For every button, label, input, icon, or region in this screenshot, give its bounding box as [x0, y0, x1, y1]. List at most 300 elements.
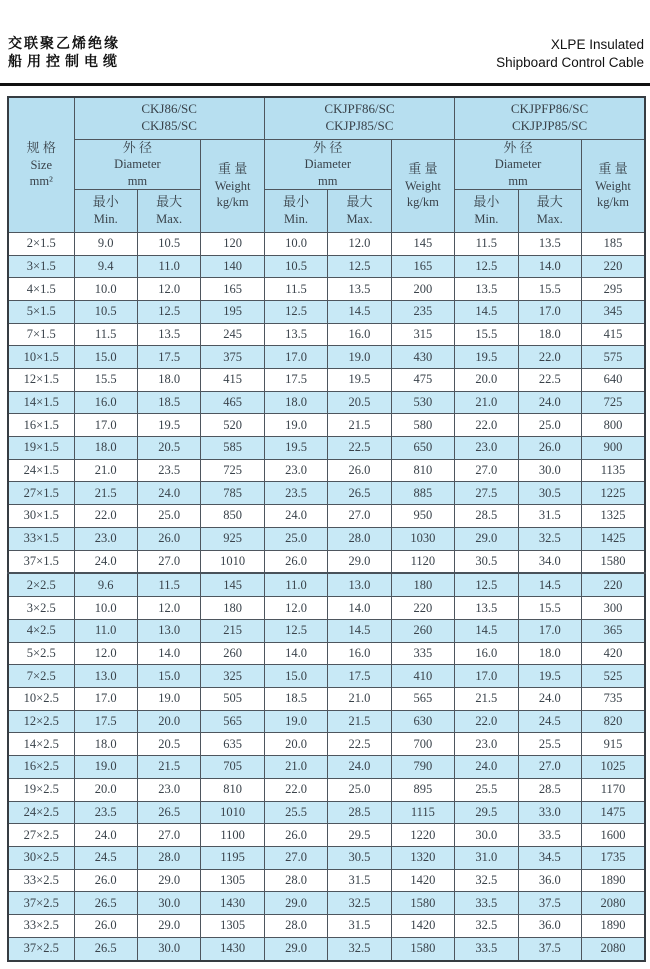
size-cell: 7×1.5	[8, 323, 74, 346]
value-cell: 22.0	[518, 346, 581, 369]
size-cell: 5×2.5	[8, 642, 74, 665]
model-group-header-3	[455, 97, 645, 139]
value-cell: 345	[582, 300, 646, 323]
value-cell: 18.0	[137, 369, 200, 392]
value-cell: 22.0	[455, 414, 518, 437]
value-cell: 15.5	[518, 597, 581, 620]
value-cell: 9.6	[74, 573, 137, 596]
value-cell: 220	[582, 255, 646, 278]
size-cell: 2×1.5	[8, 232, 74, 255]
value-cell: 26.0	[137, 527, 200, 550]
value-cell: 14.5	[328, 620, 391, 643]
value-cell: 19.0	[264, 414, 327, 437]
value-cell: 19.5	[328, 369, 391, 392]
value-cell: 145	[201, 573, 264, 596]
table-row	[8, 459, 645, 482]
size-cell: 5×1.5	[8, 300, 74, 323]
value-cell: 29.0	[137, 914, 200, 937]
value-cell: 23.0	[264, 459, 327, 482]
size-cell: 24×2.5	[8, 801, 74, 824]
value-cell: 30.0	[455, 824, 518, 847]
size-cell: 33×2.5	[8, 914, 74, 937]
size-cell: 33×1.5	[8, 527, 74, 550]
value-cell: 29.0	[455, 527, 518, 550]
value-cell: 415	[582, 323, 646, 346]
table-row	[8, 369, 645, 392]
value-cell: 26.5	[74, 937, 137, 961]
value-cell: 17.0	[74, 688, 137, 711]
value-cell: 820	[582, 710, 646, 733]
value-cell: 195	[201, 300, 264, 323]
value-cell: 23.5	[137, 459, 200, 482]
value-cell: 1890	[582, 869, 646, 892]
value-cell: 24.0	[264, 505, 327, 528]
max-header-1: 最大 Max.	[137, 189, 200, 232]
value-cell: 34.0	[518, 550, 581, 573]
value-cell: 565	[201, 710, 264, 733]
value-cell: 19.5	[137, 414, 200, 437]
value-cell: 12.5	[137, 300, 200, 323]
size-cell: 14×1.5	[8, 391, 74, 414]
size-cell: 19×2.5	[8, 778, 74, 801]
value-cell: 735	[582, 688, 646, 711]
value-cell: 19.5	[518, 665, 581, 688]
table-row	[8, 642, 645, 665]
value-cell: 28.0	[264, 869, 327, 892]
value-cell: 12.0	[74, 642, 137, 665]
value-cell: 23.0	[455, 733, 518, 756]
value-cell: 10.0	[74, 278, 137, 301]
value-cell: 1580	[391, 937, 454, 961]
value-cell: 1305	[201, 914, 264, 937]
value-cell: 17.0	[518, 300, 581, 323]
value-cell: 725	[201, 459, 264, 482]
value-cell: 33.5	[518, 824, 581, 847]
page-header	[8, 34, 644, 71]
size-cell: 14×2.5	[8, 733, 74, 756]
value-cell: 28.5	[455, 505, 518, 528]
value-cell: 165	[201, 278, 264, 301]
value-cell: 20.0	[137, 710, 200, 733]
value-cell: 420	[582, 642, 646, 665]
value-cell: 27.0	[137, 824, 200, 847]
value-cell: 15.0	[74, 346, 137, 369]
value-cell: 20.0	[455, 369, 518, 392]
value-cell: 24.0	[518, 688, 581, 711]
value-cell: 430	[391, 346, 454, 369]
value-cell: 17.0	[518, 620, 581, 643]
value-cell: 24.0	[137, 482, 200, 505]
value-cell: 1030	[391, 527, 454, 550]
value-cell: 28.0	[328, 527, 391, 550]
table-row	[8, 620, 645, 643]
value-cell: 21.5	[74, 482, 137, 505]
value-cell: 24.5	[74, 846, 137, 869]
value-cell: 12.0	[137, 597, 200, 620]
table-row	[8, 824, 645, 847]
value-cell: 26.5	[74, 892, 137, 915]
size-cell: 10×1.5	[8, 346, 74, 369]
value-cell: 32.5	[455, 869, 518, 892]
table-body	[8, 232, 645, 961]
value-cell: 520	[201, 414, 264, 437]
value-cell: 21.0	[264, 756, 327, 779]
value-cell: 325	[201, 665, 264, 688]
model-name: CKJPFP86/SC	[510, 101, 589, 117]
value-cell: 17.5	[264, 369, 327, 392]
value-cell: 22.5	[518, 369, 581, 392]
table-row	[8, 300, 645, 323]
value-cell: 29.0	[328, 550, 391, 573]
diameter-header-3: 外 径 Diameter mm	[455, 139, 582, 189]
model-header-row	[8, 97, 645, 139]
value-cell: 29.0	[264, 937, 327, 961]
value-cell: 18.0	[518, 642, 581, 665]
value-cell: 14.0	[328, 597, 391, 620]
value-cell: 180	[201, 597, 264, 620]
model-name: CKJPJP85/SC	[511, 118, 588, 134]
value-cell: 26.0	[74, 869, 137, 892]
value-cell: 1135	[582, 459, 646, 482]
value-cell: 30.0	[137, 892, 200, 915]
value-cell: 23.0	[74, 527, 137, 550]
value-cell: 27.0	[328, 505, 391, 528]
title-english-line1: XLPE Insulated	[550, 37, 644, 53]
value-cell: 31.5	[328, 914, 391, 937]
size-cell: 12×1.5	[8, 369, 74, 392]
value-cell: 950	[391, 505, 454, 528]
value-cell: 34.5	[518, 846, 581, 869]
value-cell: 14.0	[264, 642, 327, 665]
value-cell: 30.0	[137, 937, 200, 961]
table-row	[8, 597, 645, 620]
value-cell: 900	[582, 437, 646, 460]
value-cell: 1320	[391, 846, 454, 869]
value-cell: 585	[201, 437, 264, 460]
value-cell: 14.5	[455, 300, 518, 323]
min-header-1: 最小 Min.	[74, 189, 137, 232]
value-cell: 21.5	[328, 710, 391, 733]
value-cell: 1420	[391, 869, 454, 892]
value-cell: 26.0	[74, 914, 137, 937]
value-cell: 18.0	[264, 391, 327, 414]
value-cell: 19.5	[455, 346, 518, 369]
value-cell: 17.5	[74, 710, 137, 733]
value-cell: 29.5	[328, 824, 391, 847]
value-cell: 37.5	[518, 937, 581, 961]
value-cell: 1580	[391, 892, 454, 915]
value-cell: 415	[201, 369, 264, 392]
size-cell: 33×2.5	[8, 869, 74, 892]
value-cell: 23.5	[74, 801, 137, 824]
value-cell: 13.5	[455, 597, 518, 620]
value-cell: 29.5	[455, 801, 518, 824]
value-cell: 10.5	[264, 255, 327, 278]
value-cell: 1600	[582, 824, 646, 847]
title-chinese-line2: 船用控制电缆	[8, 53, 122, 70]
title-chinese-line1: 交联聚乙烯绝缘	[8, 35, 120, 51]
value-cell: 26.0	[264, 550, 327, 573]
size-cell: 24×1.5	[8, 459, 74, 482]
value-cell: 1195	[201, 846, 264, 869]
value-cell: 26.0	[518, 437, 581, 460]
value-cell: 28.0	[137, 846, 200, 869]
value-cell: 2080	[582, 937, 646, 961]
table-row	[8, 550, 645, 573]
value-cell: 19.0	[74, 756, 137, 779]
value-cell: 24.0	[328, 756, 391, 779]
value-cell: 20.5	[328, 391, 391, 414]
model-group-header-2	[264, 97, 454, 139]
value-cell: 1170	[582, 778, 646, 801]
size-cell: 7×2.5	[8, 665, 74, 688]
value-cell: 640	[582, 369, 646, 392]
value-cell: 12.0	[328, 232, 391, 255]
size-cell: 10×2.5	[8, 688, 74, 711]
value-cell: 30.5	[328, 846, 391, 869]
value-cell: 9.0	[74, 232, 137, 255]
value-cell: 28.0	[264, 914, 327, 937]
model-name: CKJ86/SC	[141, 101, 197, 117]
value-cell: 635	[201, 733, 264, 756]
size-cell: 27×2.5	[8, 824, 74, 847]
value-cell: 14.5	[328, 300, 391, 323]
value-cell: 27.0	[264, 846, 327, 869]
min-header-2: 最小 Min.	[264, 189, 327, 232]
value-cell: 565	[391, 688, 454, 711]
size-cell: 3×1.5	[8, 255, 74, 278]
value-cell: 700	[391, 733, 454, 756]
value-cell: 17.5	[137, 346, 200, 369]
value-cell: 25.0	[137, 505, 200, 528]
size-cell: 3×2.5	[8, 597, 74, 620]
table-row	[8, 346, 645, 369]
value-cell: 1475	[582, 801, 646, 824]
table-row	[8, 437, 645, 460]
value-cell: 215	[201, 620, 264, 643]
value-cell: 525	[582, 665, 646, 688]
value-cell: 1115	[391, 801, 454, 824]
value-cell: 17.0	[74, 414, 137, 437]
value-cell: 12.5	[328, 255, 391, 278]
value-cell: 650	[391, 437, 454, 460]
value-cell: 27.0	[455, 459, 518, 482]
table-row	[8, 801, 645, 824]
value-cell: 20.0	[74, 778, 137, 801]
value-cell: 11.5	[264, 278, 327, 301]
value-cell: 1890	[582, 914, 646, 937]
value-cell: 18.0	[74, 437, 137, 460]
value-cell: 2080	[582, 892, 646, 915]
value-cell: 575	[582, 346, 646, 369]
value-cell: 11.0	[264, 573, 327, 596]
value-cell: 30.0	[518, 459, 581, 482]
value-cell: 1325	[582, 505, 646, 528]
value-cell: 725	[582, 391, 646, 414]
value-cell: 885	[391, 482, 454, 505]
table-row	[8, 914, 645, 937]
table-row	[8, 892, 645, 915]
value-cell: 9.4	[74, 255, 137, 278]
value-cell: 180	[391, 573, 454, 596]
value-cell: 31.0	[455, 846, 518, 869]
value-cell: 24.0	[518, 391, 581, 414]
value-cell: 1225	[582, 482, 646, 505]
value-cell: 220	[582, 573, 646, 596]
weight-header-2: 重 量 Weight kg/km	[391, 139, 454, 232]
diameter-header-1: 外 径 Diameter mm	[74, 139, 201, 189]
value-cell: 1220	[391, 824, 454, 847]
size-cell: 30×1.5	[8, 505, 74, 528]
table-header	[8, 97, 645, 232]
value-cell: 32.5	[328, 892, 391, 915]
value-cell: 18.5	[264, 688, 327, 711]
table-row	[8, 573, 645, 596]
max-header-2: 最大 Max.	[328, 189, 391, 232]
value-cell: 1120	[391, 550, 454, 573]
value-cell: 140	[201, 255, 264, 278]
model-group-header-1	[74, 97, 264, 139]
diameter-header-row	[8, 139, 645, 189]
value-cell: 22.0	[455, 710, 518, 733]
table-row	[8, 255, 645, 278]
value-cell: 17.0	[455, 665, 518, 688]
value-cell: 120	[201, 232, 264, 255]
value-cell: 10.0	[264, 232, 327, 255]
table-row	[8, 482, 645, 505]
value-cell: 235	[391, 300, 454, 323]
table-row	[8, 778, 645, 801]
table-row	[8, 527, 645, 550]
value-cell: 37.5	[518, 892, 581, 915]
value-cell: 19.0	[264, 710, 327, 733]
value-cell: 25.5	[518, 733, 581, 756]
value-cell: 28.5	[518, 778, 581, 801]
value-cell: 1430	[201, 937, 264, 961]
value-cell: 895	[391, 778, 454, 801]
value-cell: 27.5	[455, 482, 518, 505]
value-cell: 220	[391, 597, 454, 620]
value-cell: 16.0	[455, 642, 518, 665]
value-cell: 18.0	[74, 733, 137, 756]
max-header-3: 最大 Max.	[518, 189, 581, 232]
value-cell: 16.0	[328, 323, 391, 346]
value-cell: 260	[201, 642, 264, 665]
value-cell: 31.5	[518, 505, 581, 528]
value-cell: 30.5	[518, 482, 581, 505]
cable-spec-table	[7, 96, 646, 962]
value-cell: 335	[391, 642, 454, 665]
size-cell: 27×1.5	[8, 482, 74, 505]
value-cell: 32.5	[518, 527, 581, 550]
value-cell: 475	[391, 369, 454, 392]
size-cell: 4×1.5	[8, 278, 74, 301]
value-cell: 33.5	[455, 937, 518, 961]
table-row	[8, 846, 645, 869]
value-cell: 260	[391, 620, 454, 643]
value-cell: 21.5	[328, 414, 391, 437]
diameter-header-2: 外 径 Diameter mm	[264, 139, 391, 189]
value-cell: 13.5	[137, 323, 200, 346]
size-header-en: Size	[30, 157, 53, 172]
value-cell: 20.0	[264, 733, 327, 756]
value-cell: 14.5	[455, 620, 518, 643]
value-cell: 410	[391, 665, 454, 688]
value-cell: 15.5	[518, 278, 581, 301]
table-row	[8, 710, 645, 733]
value-cell: 580	[391, 414, 454, 437]
value-cell: 13.5	[455, 278, 518, 301]
weight-header-1: 重 量 Weight kg/km	[201, 139, 264, 232]
value-cell: 13.5	[328, 278, 391, 301]
value-cell: 12.5	[264, 300, 327, 323]
value-cell: 785	[201, 482, 264, 505]
size-cell: 30×2.5	[8, 846, 74, 869]
value-cell: 145	[391, 232, 454, 255]
model-name: CKJ85/SC	[141, 118, 197, 134]
value-cell: 25.0	[264, 527, 327, 550]
value-cell: 18.0	[518, 323, 581, 346]
value-cell: 925	[201, 527, 264, 550]
value-cell: 13.5	[264, 323, 327, 346]
value-cell: 11.5	[74, 323, 137, 346]
value-cell: 200	[391, 278, 454, 301]
min-header-3: 最小 Min.	[455, 189, 518, 232]
value-cell: 22.5	[328, 733, 391, 756]
value-cell: 13.0	[74, 665, 137, 688]
value-cell: 23.5	[264, 482, 327, 505]
value-cell: 12.5	[455, 573, 518, 596]
value-cell: 17.5	[328, 665, 391, 688]
table-row	[8, 323, 645, 346]
value-cell: 505	[201, 688, 264, 711]
value-cell: 810	[391, 459, 454, 482]
table-row	[8, 505, 645, 528]
value-cell: 21.5	[455, 688, 518, 711]
value-cell: 790	[391, 756, 454, 779]
value-cell: 25.5	[264, 801, 327, 824]
value-cell: 25.0	[328, 778, 391, 801]
size-cell: 16×1.5	[8, 414, 74, 437]
value-cell: 630	[391, 710, 454, 733]
header-divider-rule	[0, 83, 650, 86]
value-cell: 915	[582, 733, 646, 756]
value-cell: 36.0	[518, 869, 581, 892]
value-cell: 33.0	[518, 801, 581, 824]
size-header-unit: mm²	[29, 174, 53, 189]
value-cell: 185	[582, 232, 646, 255]
value-cell: 1580	[582, 550, 646, 573]
value-cell: 15.5	[455, 323, 518, 346]
value-cell: 23.0	[137, 778, 200, 801]
title-english	[496, 36, 644, 71]
value-cell: 245	[201, 323, 264, 346]
value-cell: 1305	[201, 869, 264, 892]
value-cell: 800	[582, 414, 646, 437]
value-cell: 30.5	[455, 550, 518, 573]
weight-header-3: 重 量 Weight kg/km	[582, 139, 646, 232]
value-cell: 32.5	[455, 914, 518, 937]
value-cell: 28.5	[328, 801, 391, 824]
value-cell: 15.5	[74, 369, 137, 392]
value-cell: 810	[201, 778, 264, 801]
title-english-line2: Shipboard Control Cable	[496, 54, 644, 70]
value-cell: 530	[391, 391, 454, 414]
value-cell: 29.0	[137, 869, 200, 892]
value-cell: 10.5	[74, 300, 137, 323]
size-column-header	[8, 97, 74, 232]
table-row	[8, 733, 645, 756]
